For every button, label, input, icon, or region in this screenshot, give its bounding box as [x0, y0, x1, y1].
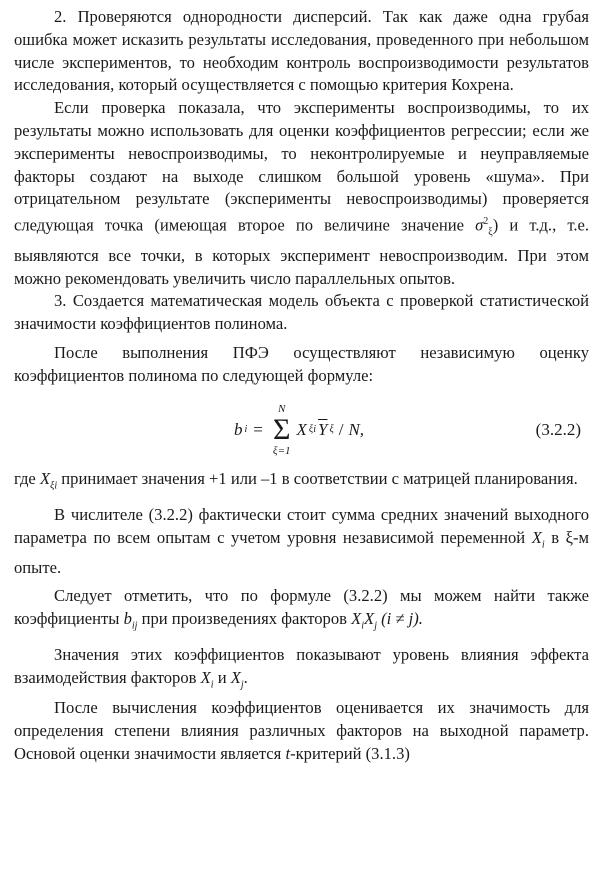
paragraph-9-text-b: -критерий (3.1.3): [290, 743, 410, 763]
formula-divide: /: [338, 419, 344, 439]
sigma-symbol: σ: [475, 215, 484, 235]
sigma-subscript: ξ: [488, 227, 493, 239]
paragraph-5: [14, 468, 589, 498]
equation-number: (3.2.2): [535, 419, 581, 439]
formula-y-sub: ξ: [329, 424, 334, 436]
formula-lhs: b: [234, 419, 243, 439]
paragraph-6-text-a: В числителе (3.2.2) фактически стоит сумма средних значений выходного параметра по всем опытам с учетом уровня независимой переменной: [14, 504, 589, 547]
paragraph-5-text-b: принимает значения +1 или –1 в соответствии с матрицей планирования.: [57, 468, 578, 488]
paragraph-7-condition: (i ≠ j).: [376, 609, 423, 629]
xi-factor: X: [351, 609, 362, 629]
t-symbol: t: [285, 743, 291, 763]
formula-body: [234, 396, 364, 464]
paragraph-2-text-b: ) и т.д., т.е. выявляются все точки, в которых эксперимент невоспроизводим. При этом можно рекомендовать увеличить число параллельных опытов.: [14, 215, 589, 288]
xi-subscript: i: [541, 538, 545, 550]
x1-symbol: X: [200, 668, 211, 688]
bij-subscript: ij: [131, 620, 138, 632]
xi-symbol: X: [531, 527, 542, 547]
paragraph-2: [14, 97, 589, 290]
x1-subscript: i: [210, 679, 214, 691]
paragraph-3: 3. Создается математическая модель объекта с проверкой статистической значимости коэффициентов полинома.: [14, 291, 589, 334]
paragraph-2-text-a: Если проверка показала, что эксперименты воспроизводимы, то их результаты можно использовать для оценки коэффициентов регрессии; если же эксперименты невоспроизводимы, то неконтролируемые и неуправляемые факторы создают на выходе слишком большой уровень «шума». При отрицательном результате (эксперименты невоспроизводимы) проверяется следующая точка (имеющая второе по величине значение: [14, 98, 589, 235]
paragraph-7: [14, 585, 589, 638]
paragraph-9: [14, 697, 589, 765]
formula-n: N,: [348, 419, 365, 439]
paragraph-9-text-a: После вычисления коэффициентов оценивается их значимость для определения степени влияния различных факторов на выходной параметр. Основой оценки значимости является: [14, 698, 589, 763]
paragraph-5-text-a: где: [14, 468, 40, 488]
xj-factor-sub: j: [374, 620, 377, 632]
x2-subscript: j: [240, 679, 244, 691]
sum-symbol: Σ: [272, 412, 291, 446]
paragraph-1: 2. Проверяются однородности дисперсий. Так как даже одна грубая ошибка может исказить результаты исследования, проведенного при небольшом числе экспериментов, то необходим контроль воспроизводимости результатов исследования, который осуществляется с помощью критерия Кохрена.: [14, 7, 589, 95]
sum-operator: [273, 403, 291, 457]
paragraph-6-text-b: в ξ-м опыте.: [14, 527, 590, 577]
paragraph-8-end: .: [243, 668, 248, 688]
paragraph-6: [14, 504, 589, 580]
equation-3-2-2: [14, 396, 589, 464]
paragraph-8: [14, 644, 589, 697]
bij-symbol: b: [123, 609, 132, 629]
x-subscript: ξi: [50, 479, 58, 491]
formula-x-sub: ξi: [308, 424, 316, 436]
sum-lower-limit: ξ=1: [272, 444, 291, 457]
paragraph-8-and: и: [213, 668, 231, 688]
sigma-superscript: 2: [483, 216, 489, 228]
formula-lhs-sub: i: [244, 424, 248, 436]
paragraph-7-text-a: Следует отметить, что по формуле (3.2.2) мы можем найти также коэффициенты: [14, 586, 589, 629]
paragraph-8-text-a: Значения этих коэффициентов показывают уровень влияния эффекта взаимодействия факторов: [14, 645, 589, 688]
paragraph-7-text-b: при произведениях факторов: [137, 609, 352, 629]
formula-x: X: [296, 419, 307, 439]
formula-equals: =: [253, 419, 263, 439]
x2-symbol: X: [230, 668, 241, 688]
formula-y-bar: $\overline{Y}$: [317, 419, 328, 439]
xj-factor: X: [364, 609, 375, 629]
xi-factor-sub: i: [361, 620, 365, 632]
x-symbol: X: [39, 468, 51, 488]
sum-upper-limit: N: [278, 402, 286, 415]
paragraph-4: После выполнения ПФЭ осуществляют независимую оценку коэффициентов полинома по следующей формуле:: [14, 343, 589, 385]
